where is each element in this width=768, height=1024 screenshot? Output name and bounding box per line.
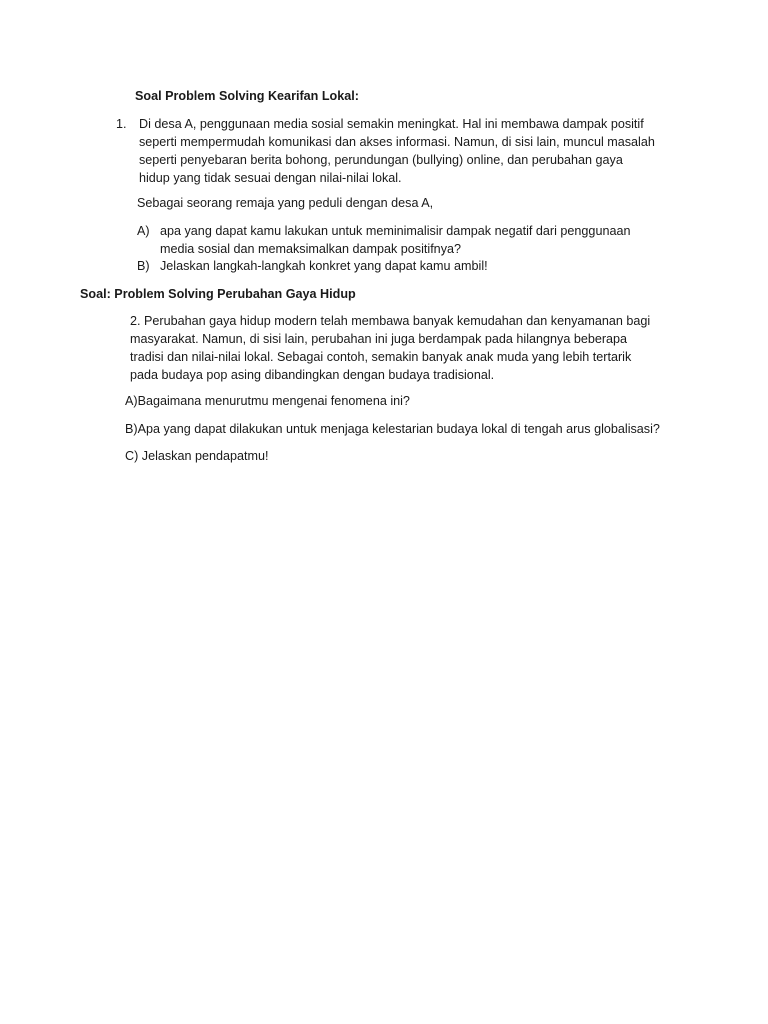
- paragraph-line: Di desa A, penggunaan media sosial semakin meningkat. Hal ini membawa dampak positif: [139, 117, 644, 131]
- paragraph-line: pada budaya pop asing dibandingkan dengan budaya tradisional.: [130, 368, 495, 382]
- question-line: Jelaskan langkah-langkah konkret yang dapat kamu ambil!: [160, 259, 488, 273]
- question-b-text: [160, 257, 488, 275]
- paragraph-line: masyarakat. Namun, di sisi lain, perubahan ini juga berdampak pada hilangnya beberapa: [130, 332, 628, 346]
- question-a-marker: A): [137, 224, 150, 238]
- question-b-marker: B): [137, 259, 150, 273]
- section1-title: Soal Problem Solving Kearifan Lokal:: [135, 89, 359, 103]
- section2-question-a: A)Bagaimana menurutmu mengenai fenomena ini?: [125, 394, 410, 408]
- paragraph-line: 2. Perubahan gaya hidup modern telah membawa banyak kemudahan dan kenyamanan bagi: [130, 314, 651, 328]
- section2-title: Soal: Problem Solving Perubahan Gaya Hidup: [80, 287, 356, 301]
- paragraph-line: seperti penyebaran berita bohong, perundungan (bullying) online, dan perubahan gaya: [139, 153, 623, 167]
- paragraph-line: tradisi dan nilai-nilai lokal. Sebagai contoh, semakin banyak anak muda yang lebih tertarik: [130, 350, 632, 364]
- section2-paragraph: [130, 312, 650, 384]
- section1-paragraph: [139, 115, 655, 187]
- section1-intro: Sebagai seorang remaja yang peduli dengan desa A,: [137, 196, 434, 210]
- question-line: media sosial dan memaksimalkan dampak positifnya?: [160, 242, 461, 256]
- question-a-text: [160, 222, 630, 258]
- section2-question-b: B)Apa yang dapat dilakukan untuk menjaga kelestarian budaya lokal di tengah arus globalisasi?: [125, 422, 660, 436]
- section2-question-c: C) Jelaskan pendapatmu!: [125, 449, 269, 463]
- question-line: apa yang dapat kamu lakukan untuk meminimalisir dampak negatif dari penggunaan: [160, 224, 631, 238]
- section1-item-number: 1.: [116, 117, 127, 131]
- paragraph-line: hidup yang tidak sesuai dengan nilai-nilai lokal.: [139, 171, 402, 185]
- paragraph-line: seperti mempermudah komunikasi dan akses informasi. Namun, di sisi lain, muncul masalah: [139, 135, 655, 149]
